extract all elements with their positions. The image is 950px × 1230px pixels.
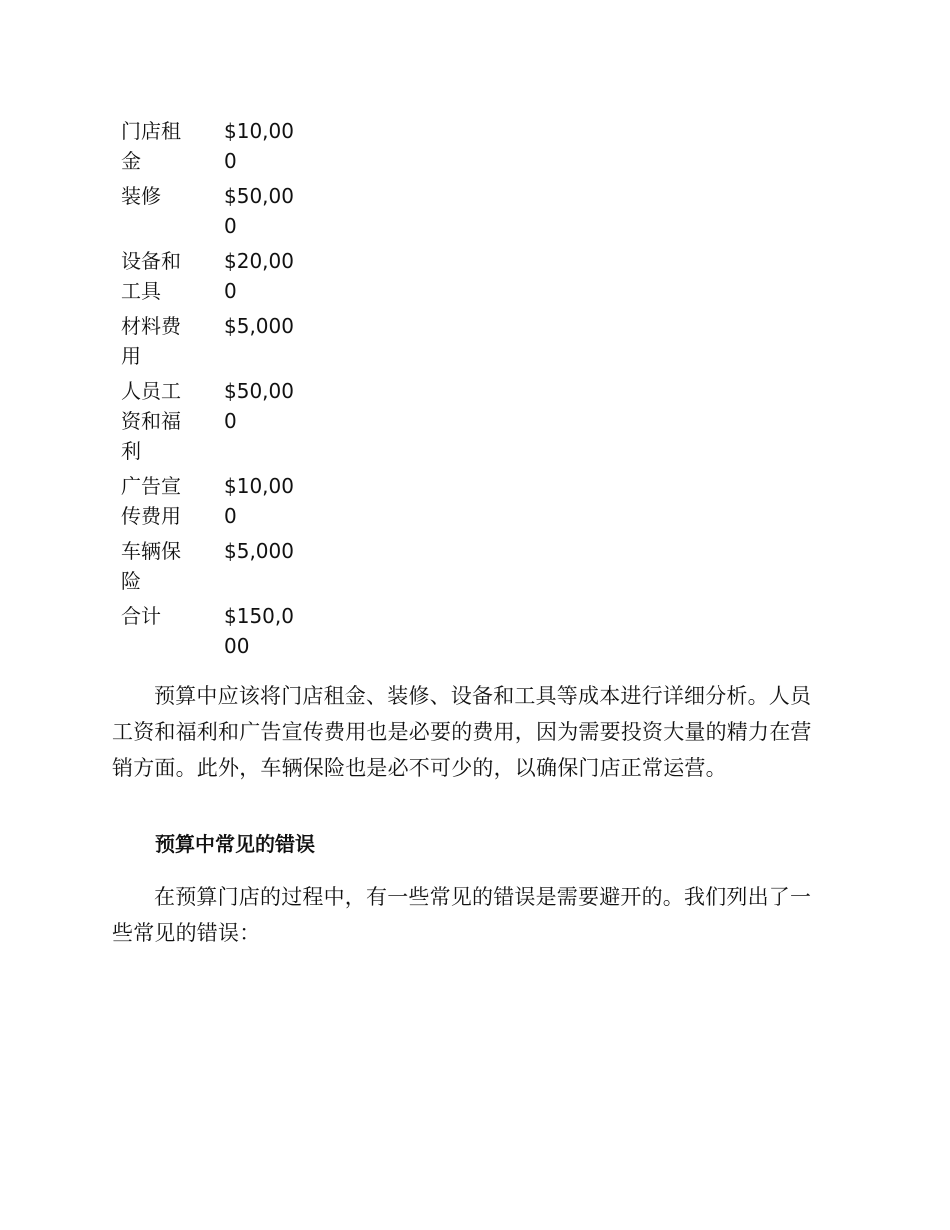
budget-item-cell: 门店租金: [121, 119, 181, 173]
budget-analysis-paragraph: 预算中应该将门店租金、装修、设备和工具等成本进行详细分析。人员工资和福利和广告宣传费用也是必要的费用，因为需要投资大量的精力在营销方面。此外，车辆保险也是必不可少的，以确保门店正常运营。: [112, 684, 812, 780]
section-heading: 预算中常见的错误: [155, 832, 315, 856]
budget-amount-cell: $50,000: [224, 379, 294, 433]
budget-amount-cell: $20,000: [224, 249, 294, 303]
table-row-total: [112, 601, 294, 666]
table-row: [112, 246, 294, 311]
budget-item-cell: 车辆保险: [121, 539, 181, 593]
budget-item-cell: 材料费用: [121, 314, 181, 368]
budget-amount-cell: $150,000: [224, 604, 294, 658]
table-row: [112, 116, 294, 181]
table-row: [112, 311, 294, 376]
budget-amount-cell: $10,000: [224, 474, 294, 528]
table-row: [112, 471, 294, 536]
budget-item-cell: 人员工资和福利: [121, 379, 181, 463]
budget-amount-cell: $10,000: [224, 119, 294, 173]
budget-amount-cell: $50,000: [224, 184, 294, 238]
table-row: [112, 536, 294, 601]
budget-item-cell: 装修: [121, 184, 161, 208]
common-errors-paragraph: 在预算门店的过程中，有一些常见的错误是需要避开的。我们列出了一些常见的错误：: [112, 885, 812, 945]
budget-amount-cell: $5,000: [224, 314, 294, 338]
budget-item-cell: 设备和工具: [121, 249, 181, 303]
table-row: [112, 376, 294, 471]
budget-amount-cell: $5,000: [224, 539, 294, 563]
budget-item-cell: 合计: [121, 604, 161, 628]
budget-table: [112, 116, 294, 666]
budget-item-cell: 广告宣传费用: [121, 474, 181, 528]
table-row: [112, 181, 294, 246]
